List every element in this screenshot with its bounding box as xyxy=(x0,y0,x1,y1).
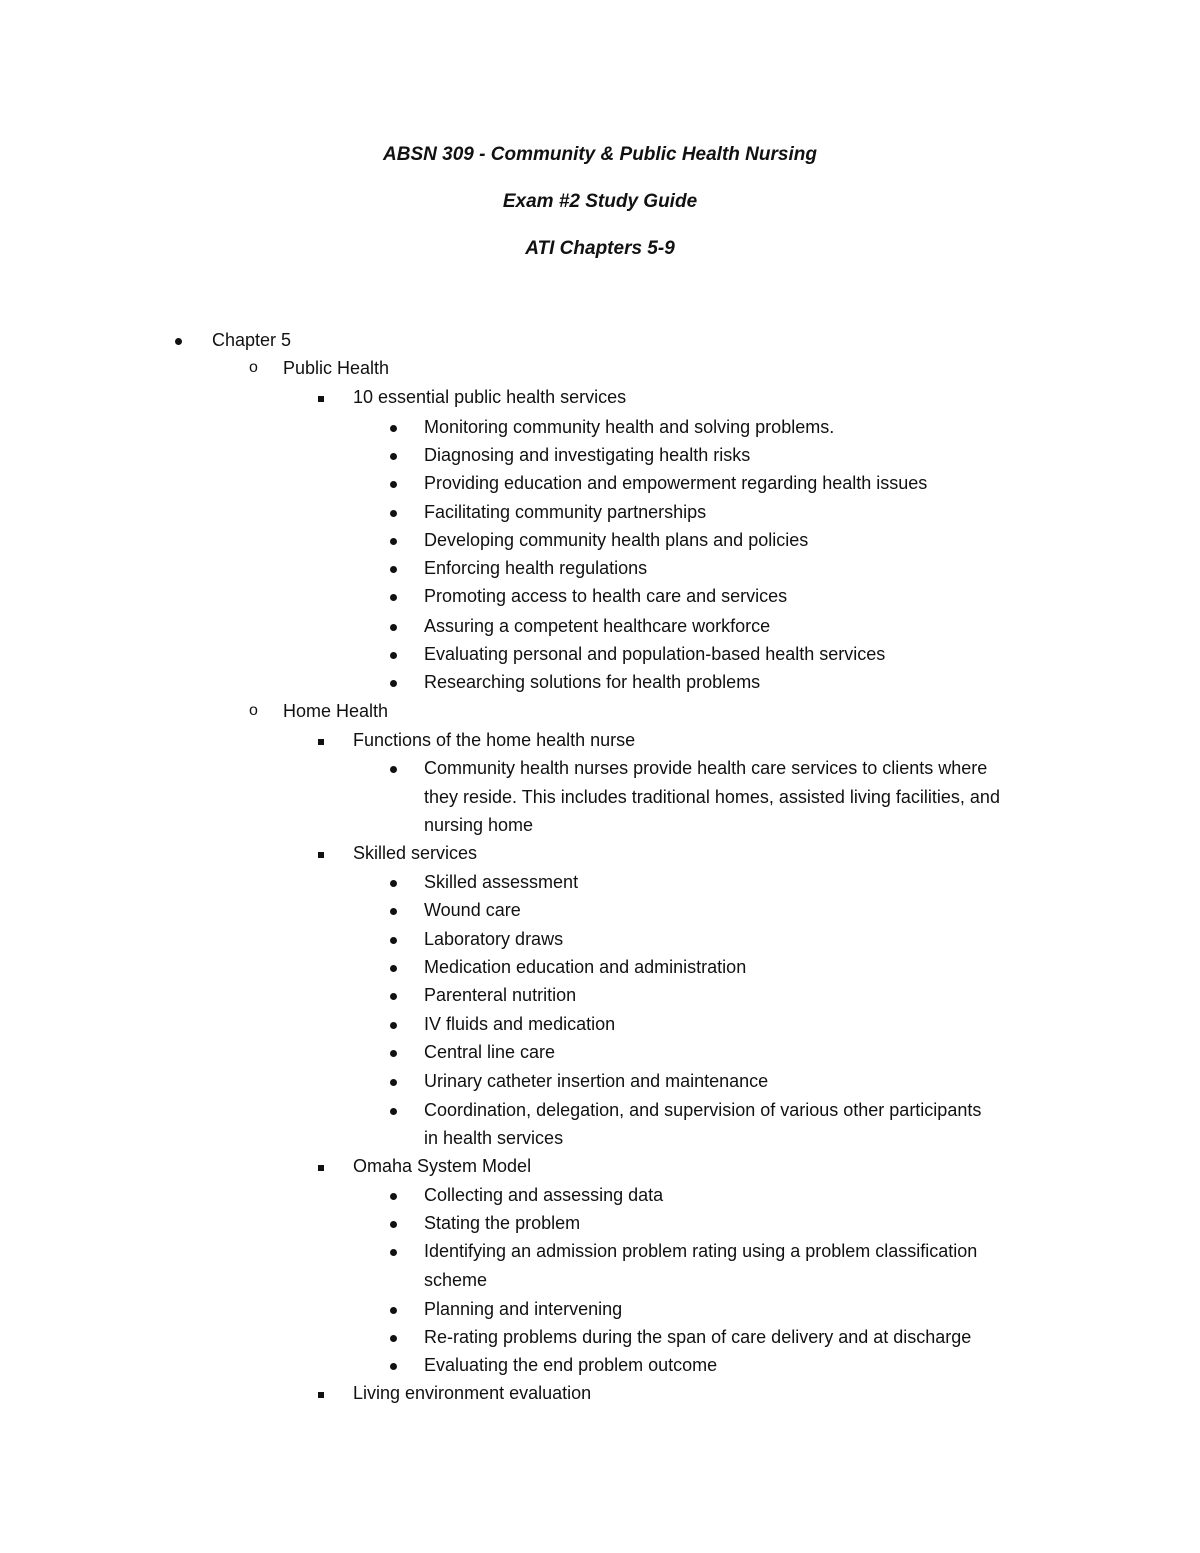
services-heading: 10 essential public health services xyxy=(353,387,627,407)
bullet-disc xyxy=(390,1010,397,1038)
skilled-item: Central line care xyxy=(424,1042,556,1062)
home-health-heading: Home Health xyxy=(283,701,389,721)
functions-text-line: Community health nurses provide health care services to clients where xyxy=(424,758,988,778)
bullet-circle: o xyxy=(249,359,258,376)
omaha-item: Identifying an admission problem rating using a problem classification xyxy=(424,1241,978,1261)
bullet-disc xyxy=(390,754,397,782)
bullet-disc xyxy=(390,1295,397,1323)
bullet-disc xyxy=(390,668,397,696)
bullet-disc xyxy=(390,981,397,1009)
public-health-heading: Public Health xyxy=(283,358,390,378)
omaha-item: Stating the problem xyxy=(424,1213,581,1233)
bullet-disc xyxy=(390,896,397,924)
skilled-item-continued: in health services xyxy=(424,1128,564,1148)
omaha-item: Planning and intervening xyxy=(424,1299,623,1319)
skilled-item: IV fluids and medication xyxy=(424,1014,616,1034)
omaha-item: Evaluating the end problem outcome xyxy=(424,1355,718,1375)
bullet-disc xyxy=(390,640,397,668)
skilled-item: Coordination, delegation, and supervision of various other participants xyxy=(424,1100,982,1120)
bullet-disc xyxy=(390,1096,397,1124)
bullet-disc xyxy=(390,1067,397,1095)
service-item: Promoting access to health care and services xyxy=(424,586,788,606)
skilled-item: Skilled assessment xyxy=(424,872,579,892)
bullet-disc xyxy=(390,554,397,582)
service-item: Developing community health plans and policies xyxy=(424,530,809,550)
bullet-disc xyxy=(390,1038,397,1066)
functions-heading: Functions of the home health nurse xyxy=(353,730,636,750)
bullet-disc xyxy=(390,1181,397,1209)
bullet-disc xyxy=(390,1323,397,1351)
bullet-square xyxy=(318,383,324,411)
bullet-disc xyxy=(390,469,397,497)
bullet-disc xyxy=(390,612,397,640)
omaha-item-continued: scheme xyxy=(424,1270,488,1290)
living-environment-heading: Living environment evaluation xyxy=(353,1383,592,1403)
bullet-square xyxy=(318,1379,324,1407)
skilled-heading: Skilled services xyxy=(353,843,478,863)
skilled-item: Laboratory draws xyxy=(424,929,564,949)
course-title: ABSN 309 - Community & Public Health Nursing xyxy=(383,144,817,165)
bullet-square xyxy=(318,839,324,867)
bullet-disc xyxy=(175,326,182,354)
skilled-item: Urinary catheter insertion and maintenance xyxy=(424,1071,769,1091)
service-item: Enforcing health regulations xyxy=(424,558,648,578)
service-item: Evaluating personal and population-based health services xyxy=(424,644,886,664)
service-item: Providing education and empowerment regarding health issues xyxy=(424,473,928,493)
bullet-disc xyxy=(390,413,397,441)
service-item: Researching solutions for health problems xyxy=(424,672,761,692)
bullet-disc xyxy=(390,1209,397,1237)
bullet-disc xyxy=(390,868,397,896)
omaha-item: Collecting and assessing data xyxy=(424,1185,664,1205)
bullet-disc xyxy=(390,582,397,610)
skilled-item: Parenteral nutrition xyxy=(424,985,577,1005)
bullet-disc xyxy=(390,441,397,469)
functions-text-line: they reside. This includes traditional homes, assisted living facilities, and xyxy=(424,787,1000,807)
omaha-item: Re-rating problems during the span of care delivery and at discharge xyxy=(424,1327,972,1347)
bullet-circle: o xyxy=(249,702,258,719)
bullet-disc xyxy=(390,1351,397,1379)
chapter-5-heading: Chapter 5 xyxy=(212,330,292,350)
service-item: Diagnosing and investigating health risks xyxy=(424,445,751,465)
skilled-item: Wound care xyxy=(424,900,521,920)
bullet-square xyxy=(318,726,324,754)
bullet-disc xyxy=(390,953,397,981)
bullet-disc xyxy=(390,526,397,554)
chapters-title: ATI Chapters 5-9 xyxy=(525,238,675,259)
bullet-disc xyxy=(390,498,397,526)
exam-title: Exam #2 Study Guide xyxy=(502,191,698,212)
bullet-square xyxy=(318,1152,324,1180)
skilled-item: Medication education and administration xyxy=(424,957,747,977)
functions-text-line: nursing home xyxy=(424,815,534,835)
bullet-disc xyxy=(390,1237,397,1265)
service-item: Assuring a competent healthcare workforce xyxy=(424,616,771,636)
bullet-disc xyxy=(390,925,397,953)
service-item: Monitoring community health and solving problems. xyxy=(424,417,835,437)
omaha-heading: Omaha System Model xyxy=(353,1156,532,1176)
service-item: Facilitating community partnerships xyxy=(424,502,707,522)
